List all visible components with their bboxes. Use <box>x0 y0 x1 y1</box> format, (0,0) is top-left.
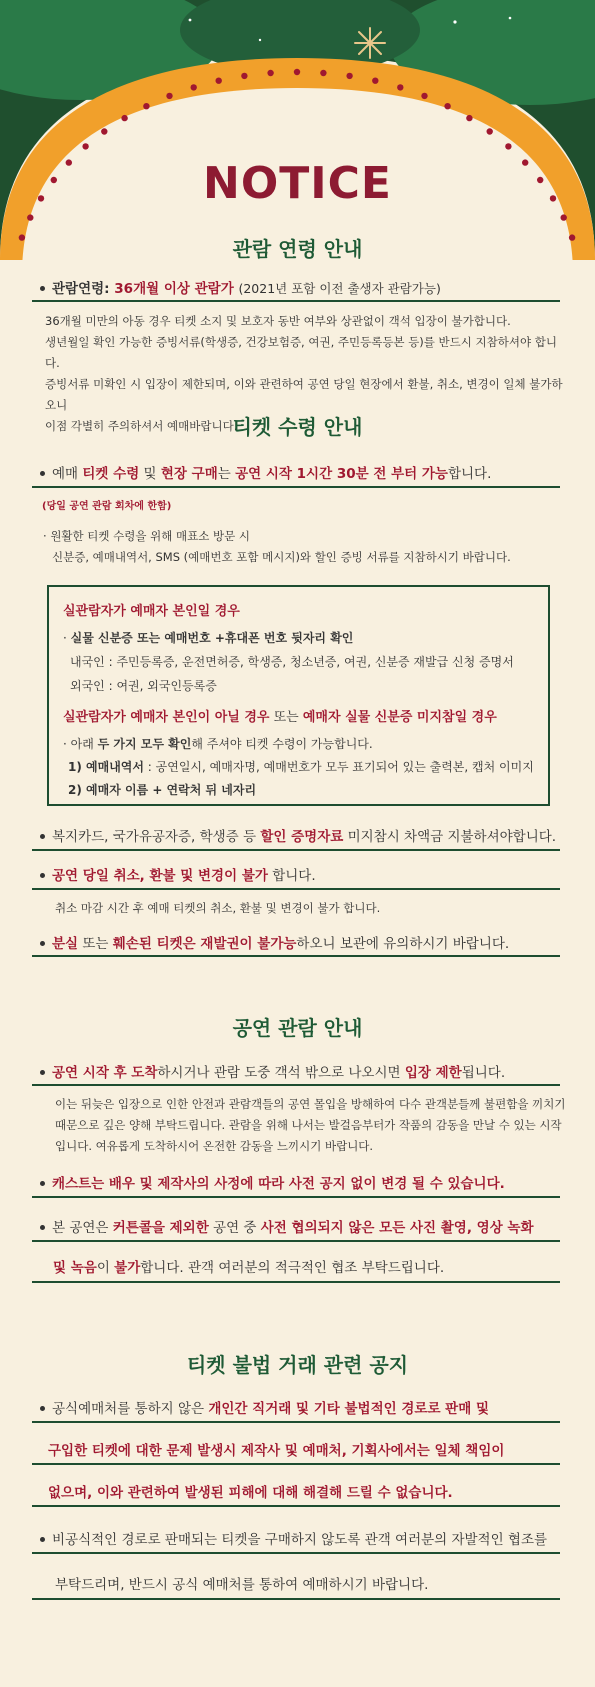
illegal-row-5: 부탁드리며, 반드시 공식 예매처를 통하여 예매하시기 바랍니다. <box>55 1577 429 1593</box>
text: 아래 <box>70 737 98 751</box>
divider <box>32 1463 560 1465</box>
refund-note: 취소 마감 시간 후 예매 티켓의 취소, 환불 및 변경이 불가 합니다. <box>55 901 381 915</box>
text-red: 공연 시작 1시간 30분 전 부터 가능 <box>235 466 448 482</box>
ticket-time-row <box>40 462 560 482</box>
text: 예매자 실물 신분증 미지참일 경우 <box>302 710 497 725</box>
illegal-row-2: 구입한 티켓에 대한 문제 발생시 제작사 및 예매처, 기획사에서는 일체 책임이 <box>48 1443 505 1459</box>
bullet-icon <box>40 1537 45 1542</box>
bulb-icon <box>27 214 33 220</box>
text-red: 커튼콜을 제외한 <box>112 1220 209 1236</box>
text: 하시거나 관람 도중 객석 밖으로 나오시면 <box>157 1065 405 1081</box>
divider <box>32 300 560 302</box>
bullet-icon <box>40 1406 45 1411</box>
cast-change-row <box>40 1172 560 1192</box>
bulb-icon <box>320 70 326 76</box>
text-line: 증빙서류 미확인 시 입장이 제한되며, 이와 관련하여 공연 당일 현장에서 환불, 취소, 변경이 일체 불가하오니 <box>45 377 563 412</box>
illegal-row-4 <box>40 1528 560 1548</box>
text: 는 <box>217 466 236 482</box>
text: 실물 신분증 또는 예매번호 +휴대폰 번호 뒷자리 확인 <box>70 631 354 645</box>
section-title-illegal-trade: 티켓 불법 거래 관련 공지 <box>186 1353 409 1377</box>
divider <box>32 1552 560 1554</box>
divider <box>32 849 560 851</box>
bullet-icon <box>40 471 45 476</box>
late-arrival-row <box>40 1061 560 1081</box>
bulb-icon <box>143 103 149 109</box>
bulb-icon <box>294 69 300 75</box>
text: 하오니 보관에 유의하시기 바랍니다. <box>296 936 510 952</box>
snowflake-icon <box>355 28 385 58</box>
text-line: 36개월 미만의 아동 경우 티켓 소지 및 보호자 동반 여부와 상관없이 객석 입장이 불가합니다. <box>45 314 511 328</box>
text-red: 불가 <box>114 1260 141 1276</box>
bulb-icon <box>444 103 450 109</box>
bulb-icon <box>191 84 197 90</box>
text: 합니다. <box>447 466 492 482</box>
performance-note: (당일 공연 관람 회차에 한함) <box>42 501 172 512</box>
text-line: 이는 뒤늦은 입장으로 인한 안전과 관람객들의 공연 몰입을 방해하여 다수 관객분들께 불편함을 끼치기 <box>55 1097 566 1111</box>
photo-row-cont <box>53 1256 573 1276</box>
text-line: 신분증, 예매내역서, SMS (예매번호 포함 메시지)와 할인 증빙 서류를 지참하시기 바랍니다. <box>52 550 511 564</box>
box-heading-other <box>63 706 497 725</box>
section-title-ticket: 티켓 수령 안내 <box>232 415 363 439</box>
bullet-icon <box>40 941 45 946</box>
age-label: 관람연령: <box>52 281 110 297</box>
box-line: 내국인 : 주민등록증, 운전면허증, 학생증, 청소년증, 여권, 신분증 재발급 신청 증명서 <box>70 655 514 669</box>
text: 됩니다. <box>461 1065 506 1081</box>
divider <box>32 1421 560 1423</box>
box-line: 2) 예매자 이름 + 연락처 뒤 네자리 <box>68 783 257 797</box>
bullet-icon <box>40 1225 45 1230</box>
text: 및 <box>139 466 161 482</box>
bulb-icon <box>267 70 273 76</box>
text: 1) 예매내역서 <box>68 760 144 774</box>
text: 해 주셔야 티켓 수령이 가능합니다. <box>191 737 373 751</box>
divider <box>32 1084 560 1086</box>
bulb-icon <box>346 73 352 79</box>
discount-row <box>40 825 560 845</box>
divider <box>32 1196 560 1198</box>
illegal-row-3: 없으며, 이와 관련하여 발생된 피해에 대해 해결해 드릴 수 없습니다. <box>48 1485 453 1501</box>
christmas-header-art <box>0 0 595 260</box>
text: 실관람자가 예매자 본인이 아닐 경우 <box>63 710 270 725</box>
bullet-icon <box>40 1070 45 1075</box>
divider <box>32 1598 560 1600</box>
visit-instruction <box>43 526 563 568</box>
bullet-icon <box>40 286 45 291</box>
illegal-row-1 <box>40 1397 560 1417</box>
bulb-icon <box>101 128 107 134</box>
bulb-icon <box>216 78 222 84</box>
age-note: (2021년 포함 이전 출생자 관람가능) <box>238 281 441 296</box>
box-line: 외국인 : 여권, 외국인등록증 <box>70 679 217 693</box>
text: 합니다. <box>267 868 316 884</box>
text-red: 및 녹음 <box>53 1260 97 1276</box>
bulb-icon <box>561 214 567 220</box>
divider <box>32 888 560 890</box>
refund-row <box>40 864 560 884</box>
photo-row <box>40 1216 560 1236</box>
text-line: 때문으로 깊은 양해 부탁드립니다. 관람을 위해 나서는 발걸음부터가 작품의 감동을 만날 수 있는 시작 <box>55 1118 562 1132</box>
text-line: 이점 각별히 주의하셔서 예매바랍니다. <box>45 419 238 433</box>
bulb-icon <box>397 84 403 90</box>
text: 또는 <box>78 936 113 952</box>
bulb-icon <box>487 128 493 134</box>
bullet-icon <box>40 834 45 839</box>
text-red: 현장 구매 <box>160 466 218 482</box>
text: 이 <box>96 1260 115 1276</box>
text-red: 캐스트는 배우 및 제작사의 사정에 따라 사전 공지 없이 변경 될 수 있습니다. <box>52 1176 505 1192</box>
bulb-icon <box>372 78 378 84</box>
section-title-age: 관람 연령 안내 <box>232 237 363 261</box>
divider <box>32 955 560 957</box>
bulb-icon <box>505 143 511 149</box>
page-title: NOTICE <box>203 158 392 209</box>
text: 공연 중 <box>208 1220 261 1236</box>
text: : 공연일시, 예매자명, 예매번호가 모두 표기되어 있는 출력본, 캡처 이미지 <box>143 760 534 774</box>
text: 복지카드, 국가유공자증, 학생증 등 <box>52 829 261 845</box>
text: 또는 <box>269 710 303 725</box>
text-red: 개인간 직거래 및 기타 불법적인 경로로 판매 및 <box>208 1401 490 1417</box>
text: 예매 <box>52 466 83 482</box>
text: 원활한 티켓 수령을 위해 매표소 방문 시 <box>50 529 250 543</box>
text-red: 공연 당일 취소, 환불 및 변경이 불가 <box>52 868 268 884</box>
text-red: 사전 협의되지 않은 모든 사진 촬영, 영상 녹화 <box>260 1220 534 1236</box>
age-row <box>40 277 560 297</box>
text-red: 할인 증명자료 <box>260 829 344 845</box>
text: 합니다. 관객 여러분의 적극적인 협조 부탁드립니다. <box>140 1260 445 1276</box>
text-line: 생년월일 확인 가능한 증빙서류(학생증, 건강보험증, 여권, 주민등록등본 등)를 반드시 지참하셔야 합니다. <box>45 335 557 370</box>
bulb-icon <box>466 115 472 121</box>
text: 비공식적인 경로로 판매되는 티켓을 구매하지 않도록 관객 여러분의 자발적인 협조를 <box>52 1532 548 1548</box>
text-red: 입장 제한 <box>404 1065 462 1081</box>
bullet-icon <box>40 1181 45 1186</box>
text: 본 공연은 <box>52 1220 113 1236</box>
box-line: · 실물 신분증 또는 예매번호 +휴대폰 번호 뒷자리 확인 <box>63 631 354 645</box>
text-red: 티켓 수령 <box>82 466 140 482</box>
divider <box>32 1281 560 1283</box>
box-line: · 아래 두 가지 모두 확인해 주셔야 티켓 수령이 가능합니다. <box>63 737 373 751</box>
text-line: 입니다. 여유롭게 도착하시어 온전한 감동을 느끼시기 바랍니다. <box>55 1139 374 1153</box>
text: 미지참시 차액금 지불하셔야합니다. <box>343 829 557 845</box>
text-red: 분실 <box>52 936 79 952</box>
section-title-viewing: 공연 관람 안내 <box>232 1016 363 1040</box>
text: 공식예매처를 통하지 않은 <box>52 1401 209 1417</box>
divider <box>32 1505 560 1507</box>
divider <box>32 486 560 488</box>
late-arrival-description <box>55 1094 575 1157</box>
bullet-icon <box>40 873 45 878</box>
bulb-icon <box>82 143 88 149</box>
text-red: 훼손된 티켓은 재발권이 불가능 <box>112 936 297 952</box>
age-value: 36개월 이상 관람가 <box>114 281 234 297</box>
text: 두 가지 모두 확인 <box>97 737 192 751</box>
box-heading-self: 실관람자가 예매자 본인일 경우 <box>63 604 240 619</box>
box-line <box>68 758 534 775</box>
bulb-icon <box>241 73 247 79</box>
bulb-icon <box>421 93 427 99</box>
bulb-icon <box>166 93 172 99</box>
text-red: 공연 시작 후 도착 <box>52 1065 158 1081</box>
bulb-icon <box>121 115 127 121</box>
divider <box>32 1240 560 1242</box>
lost-ticket-row <box>40 932 560 952</box>
text-line: · 원활한 티켓 수령을 위해 매표소 방문 시 <box>43 529 250 543</box>
